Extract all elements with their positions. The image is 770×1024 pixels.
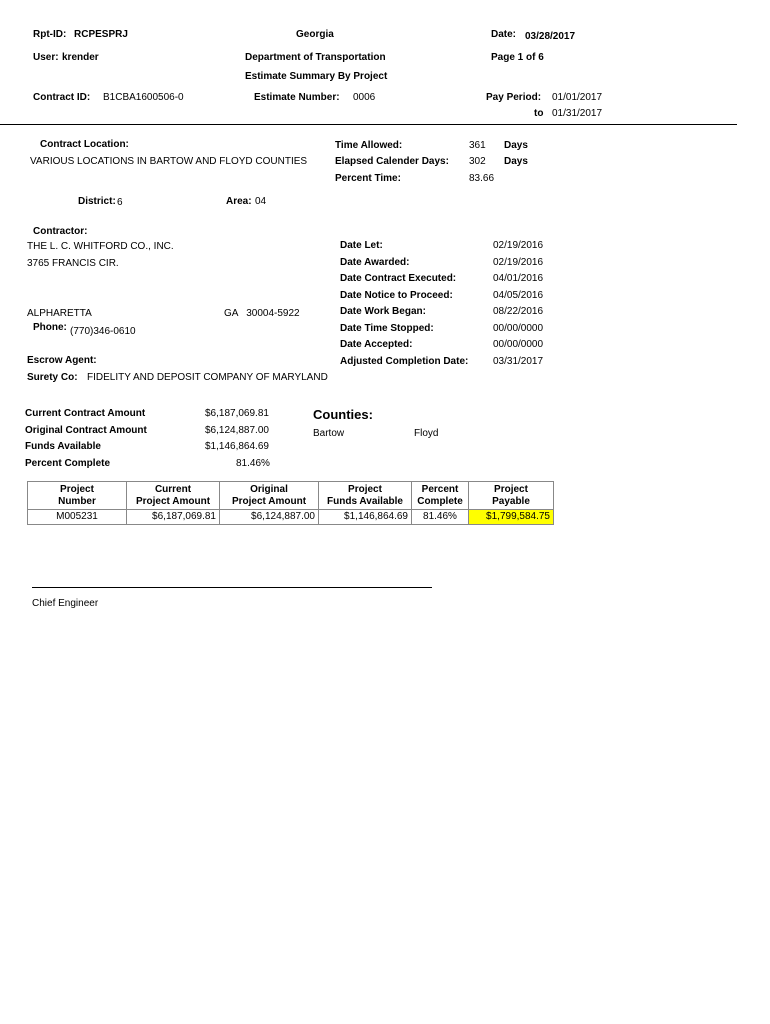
pay-period-from: 01/01/2017 [552, 92, 603, 103]
phone-value: (770)346-0610 [70, 326, 136, 337]
county-bartow: Bartow [313, 428, 345, 439]
date-accepted-value: 00/00/0000 [493, 339, 544, 350]
date-time-stopped-label: Date Time Stopped: [340, 323, 434, 334]
original-contract-amount-label: Original Contract Amount [25, 425, 147, 436]
date-work-began-value: 08/22/2016 [493, 306, 544, 317]
date-ntp-label: Date Notice to Proceed: [340, 290, 453, 301]
contract-location-label: Contract Location: [40, 139, 129, 150]
escrow-agent-label: Escrow Agent: [27, 355, 97, 366]
cell-current-project-amount: $6,187,069.81 [127, 510, 220, 525]
report-title: Estimate Summary By Project [245, 71, 388, 82]
contractor-name: THE L. C. WHITFORD CO., INC. [27, 241, 174, 252]
col-current-project-amount: Current Project Amount [127, 482, 220, 510]
header-divider [0, 124, 737, 125]
date-work-began-label: Date Work Began: [340, 306, 426, 317]
chief-engineer-title: Chief Engineer [32, 598, 99, 609]
elapsed-days-label: Elapsed Calender Days: [335, 156, 449, 167]
contractor-address: 3765 FRANCIS CIR. [27, 258, 119, 269]
date-awarded-value: 02/19/2016 [493, 257, 544, 268]
page-number: Page 1 of 6 [491, 52, 544, 63]
adjusted-completion-label: Adjusted Completion Date: [340, 356, 469, 367]
funds-available-value: $1,146,864.69 [205, 441, 269, 452]
contract-location-value: VARIOUS LOCATIONS IN BARTOW AND FLOYD COUNTIES [30, 156, 308, 167]
area-value: 04 [255, 196, 267, 207]
original-contract-amount-value: $6,124,887.00 [205, 425, 269, 436]
date-accepted-label: Date Accepted: [340, 339, 413, 350]
current-contract-amount-value: $6,187,069.81 [205, 408, 269, 419]
cell-project-payable: $1,799,584.75 [469, 510, 554, 525]
date-let-label: Date Let: [340, 240, 383, 251]
phone-label: Phone: [33, 322, 67, 333]
date-ntp-value: 04/05/2016 [493, 290, 544, 301]
elapsed-days-unit: Days [504, 156, 528, 167]
percent-time-label: Percent Time: [335, 173, 401, 184]
user-value: krender [62, 52, 99, 63]
surety-label: Surety Co: [27, 372, 78, 383]
pay-period-to-label: to [534, 108, 544, 119]
project-table-header [28, 482, 554, 510]
surety-value: FIDELITY AND DEPOSIT COMPANY OF MARYLAND [87, 372, 328, 383]
percent-time-value: 83.66 [469, 173, 495, 184]
rpt-id-label: Rpt-ID: [33, 29, 67, 40]
time-allowed-unit: Days [504, 140, 528, 151]
date-executed-value: 04/01/2016 [493, 273, 544, 284]
cell-original-project-amount: $6,124,887.00 [220, 510, 319, 525]
date-awarded-label: Date Awarded: [340, 257, 410, 268]
contract-id-value: B1CBA1600506-0 [103, 92, 184, 103]
district-value: 6 [117, 197, 123, 208]
cell-percent-complete: 81.46% [412, 510, 469, 525]
cell-project-number: M005231 [28, 510, 127, 525]
contractor-state-zip: GA 30004-5922 [224, 308, 300, 319]
col-project-funds-available: Project Funds Available [319, 482, 412, 510]
table-row [28, 510, 554, 525]
district-label: District: [78, 196, 116, 207]
col-project-number: Project Number [28, 482, 127, 510]
percent-complete-value: 81.46% [236, 458, 270, 469]
contractor-city: ALPHARETTA [27, 308, 92, 319]
county-floyd: Floyd [414, 428, 439, 439]
col-original-project-amount: Original Project Amount [220, 482, 319, 510]
report-date: 03/28/2017 [525, 31, 576, 42]
current-contract-amount-label: Current Contract Amount [25, 408, 146, 419]
rpt-id-value: RCPESPRJ [74, 29, 128, 40]
area-label: Area: [226, 196, 252, 207]
date-let-value: 02/19/2016 [493, 240, 544, 251]
col-percent-complete: Percent Complete [412, 482, 469, 510]
counties-label: Counties: [313, 407, 373, 422]
time-allowed-value: 361 [469, 140, 486, 151]
percent-complete-label: Percent Complete [25, 458, 111, 469]
time-allowed-label: Time Allowed: [335, 140, 403, 151]
elapsed-days-value: 302 [469, 156, 486, 167]
project-table [27, 481, 554, 525]
signature-line [32, 587, 432, 588]
state-name: Georgia [296, 29, 334, 40]
pay-period-to: 01/31/2017 [552, 108, 603, 119]
adjusted-completion-value: 03/31/2017 [493, 356, 544, 367]
pay-period-label: Pay Period: [486, 92, 542, 103]
date-label: Date: [491, 29, 517, 40]
contractor-label: Contractor: [33, 226, 88, 237]
date-time-stopped-value: 00/00/0000 [493, 323, 544, 334]
contract-id-label: Contract ID: [33, 92, 91, 103]
estimate-number-label: Estimate Number: [254, 92, 340, 103]
funds-available-label: Funds Available [25, 441, 101, 452]
department-name: Department of Transportation [245, 52, 386, 63]
col-project-payable: Project Payable [469, 482, 554, 510]
estimate-number-value: 0006 [353, 92, 376, 103]
user-label: User: [33, 52, 59, 63]
date-executed-label: Date Contract Executed: [340, 273, 457, 284]
cell-project-funds-available: $1,146,864.69 [319, 510, 412, 525]
